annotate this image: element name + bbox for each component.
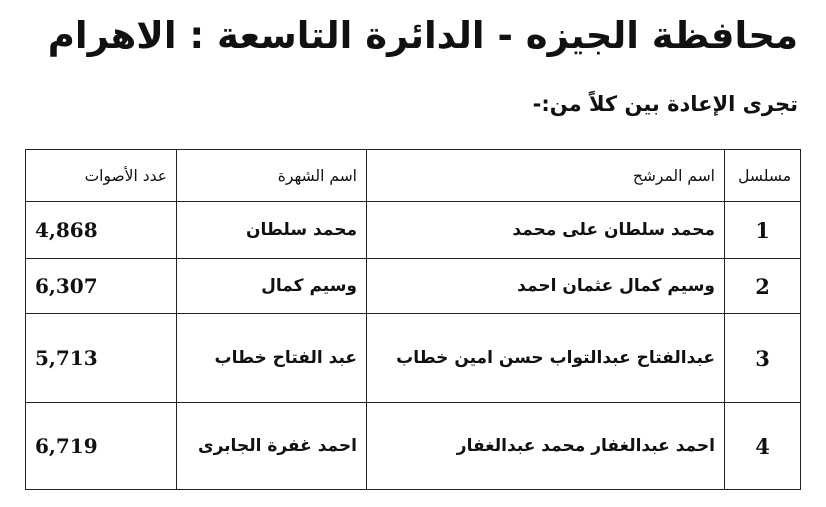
serial-cell: 1	[725, 202, 801, 259]
header-serial: مسلسل	[725, 150, 801, 202]
table-row	[26, 259, 801, 314]
known-as-cell: محمد سلطان	[177, 202, 367, 259]
runoff-results-table	[25, 149, 801, 490]
known-as-cell: احمد غفرة الجابرى	[177, 403, 367, 490]
known-as-cell: وسيم كمال	[177, 259, 367, 314]
table-header-row	[26, 150, 801, 202]
serial-cell: 3	[725, 314, 801, 403]
serial-cell: 4	[725, 403, 801, 490]
candidate-name-cell: وسيم كمال عثمان احمد	[367, 259, 725, 314]
candidate-name-cell: احمد عبدالغفار محمد عبدالغفار	[367, 403, 725, 490]
header-candidate-name: اسم المرشح	[367, 150, 725, 202]
votes-cell: 6,307	[26, 259, 177, 314]
header-votes: عدد الأصوات	[26, 150, 177, 202]
page-title: محافظة الجيزه - الدائرة التاسعة : الاهرام	[47, 14, 798, 57]
candidate-name-cell: عبدالفتاح عبدالتواب حسن امين خطاب	[367, 314, 725, 403]
table-row	[26, 403, 801, 490]
header-known-as: اسم الشهرة	[177, 150, 367, 202]
votes-cell: 5,713	[26, 314, 177, 403]
table-row	[26, 202, 801, 259]
candidate-name-cell: محمد سلطان على محمد	[367, 202, 725, 259]
table-row	[26, 314, 801, 403]
votes-cell: 6,719	[26, 403, 177, 490]
known-as-cell: عبد الفتاح خطاب	[177, 314, 367, 403]
serial-cell: 2	[725, 259, 801, 314]
page-subtitle: تجرى الإعادة بين كلاً من:-	[532, 92, 798, 116]
votes-cell: 4,868	[26, 202, 177, 259]
